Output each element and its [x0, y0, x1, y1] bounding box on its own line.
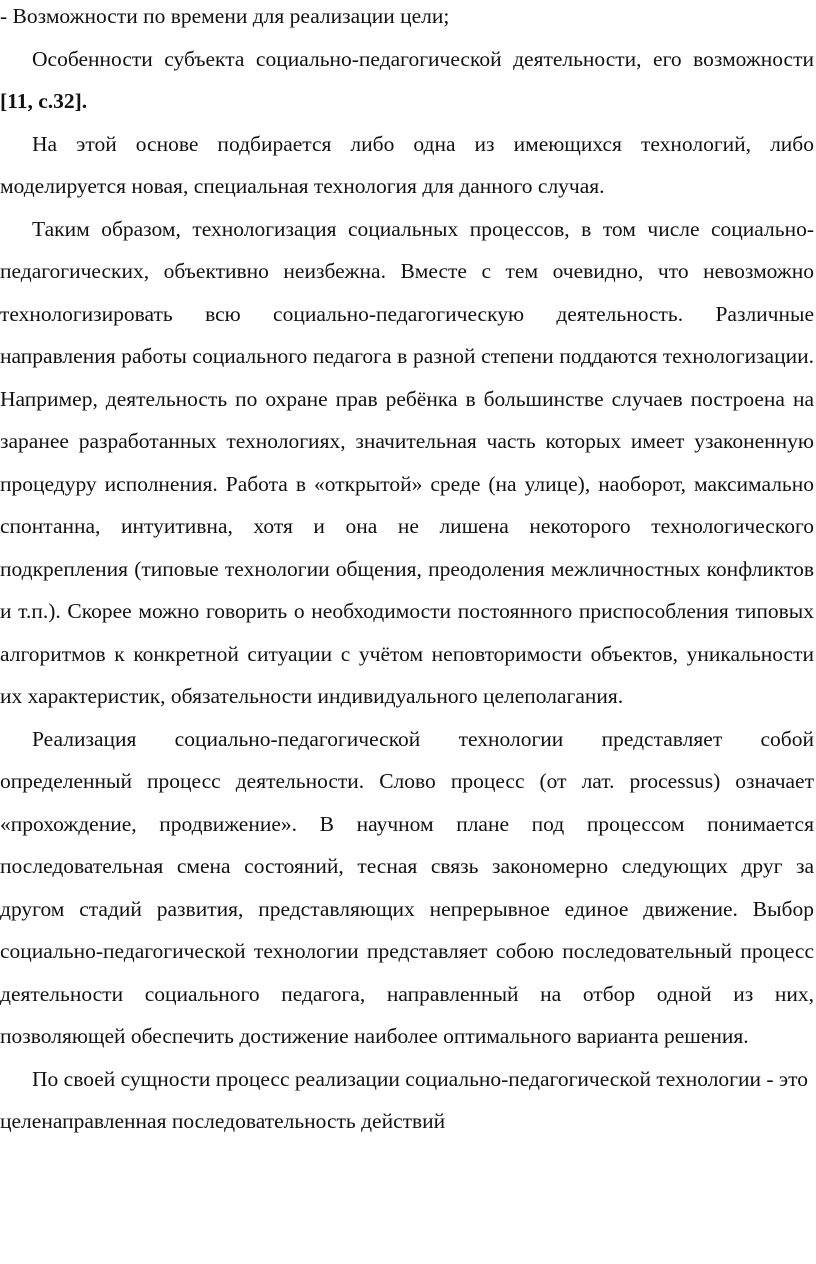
paragraph-time-possibilities — [0, 0, 814, 38]
paragraph-subject-features — [0, 38, 814, 123]
paragraph-text: Особенности субъекта социально-педагогической деятельности, его возможности — [32, 46, 814, 71]
paragraph-technologization — [0, 208, 814, 718]
paragraph-technology-realization — [0, 718, 814, 1058]
paragraph-text: По своей сущности процесс реализации социально-педагогической технологии - это целенаправленная последовательность действий — [0, 1066, 809, 1133]
paragraph-text: Реализация социально-педагогической технологии представляет собой определенный процесс деятельности. Слово процесс (от лат. processus) означает «прохождение, продвижение». В научном плане под процессом понимается последовательная смена состояний, тесная связь закономерно следующих друг за другом стадий развития, представляющих непрерывное единое движение. Выбор социально-педагогической технологии представляет собою последовательный процесс деятельности социального педагога, направленный на отбор одной из них, позволяющей обеспечить достижение наиболее оптимального варианта решения. — [0, 726, 814, 1048]
paragraph-text: - Возможности по времени для реализации цели; — [0, 4, 450, 28]
paragraph-text: Таким образом, технологизация социальных процессов, в том числе социально-педагогических, объективно неизбежна. Вместе с тем очевидно, что невозможно технологизировать всю социально-педагогическую деятельность. Различные направления работы социального педагога в разной степени поддаются технологизации. Например, деятельность по охране прав ребёнка в большинстве случаев построена на заранее разработанных технологиях, значительная часть которых имеет узаконенную процедуру исполнения. Работа в «открытой» среде (на улице), наоборот, максимально спонтанна, интуитивна, хотя и она не лишена некоторого технологического подкрепления (типовые технологии общения, преодоления межличностных конфликтов и т.п.). Скорее можно говорить о необходимости постоянного приспособления типовых алгоритмов к конкретной ситуации с учётом неповторимости объектов, уникальности их характеристик, обязательности индивидуального целеполагания. — [0, 216, 814, 708]
citation-reference: [11, с.32]. — [0, 89, 88, 113]
paragraph-text: На этой основе подбирается либо одна из имеющихся технологий, либо моделируется новая, специальная технология для данного случая. — [0, 131, 814, 198]
paragraph-process-essence — [0, 1058, 814, 1143]
paragraph-technology-selection — [0, 123, 814, 208]
